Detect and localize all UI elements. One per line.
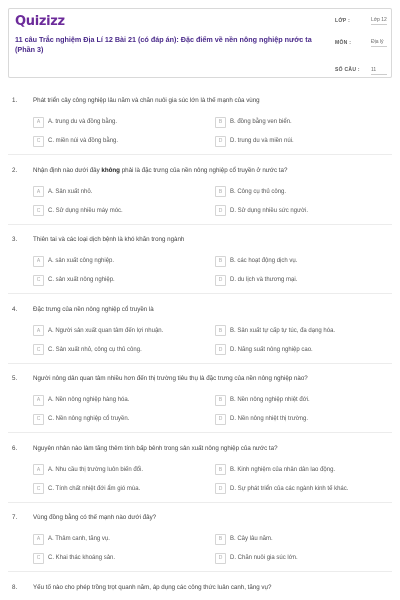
subject-value: Địa lý	[371, 39, 387, 47]
answer-option[interactable]	[33, 552, 115, 564]
option-text: B. Cây lâu năm.	[230, 536, 273, 542]
quizizz-logo[interactable]: Quizizz	[15, 14, 65, 29]
option-letter-box[interactable]: D	[215, 136, 226, 147]
option-text: A. sản xuất công nghiệp.	[48, 258, 115, 264]
question-text	[33, 97, 391, 104]
option-text: D. Năng suất nông nghiệp cao.	[230, 346, 313, 353]
answer-option[interactable]	[215, 464, 335, 476]
option-letter-box[interactable]: A	[33, 464, 44, 475]
option-letter-box[interactable]: C	[33, 275, 44, 286]
meta-subject	[335, 35, 391, 57]
option-text: A. Nhu cầu thị trường luôn biến đổi.	[48, 466, 144, 473]
question-number: 6.	[12, 444, 18, 452]
option-text: A. trung du và đồng bằng.	[48, 119, 118, 125]
worksheet-title: 11 câu Trắc nghiệm Địa Lí 12 Bài 21 (có đáp án): Đặc điểm về nền nông nghiệp nước ta (Phần 3)	[15, 35, 312, 54]
answer-option[interactable]	[33, 255, 114, 267]
option-letter-box[interactable]: C	[33, 553, 44, 564]
answer-option[interactable]	[33, 205, 123, 217]
answer-option[interactable]	[215, 483, 348, 495]
option-text: C. Tính chất nhiệt đới ẩm gió mùa.	[48, 485, 141, 492]
subject-label: MÔN :	[335, 40, 352, 46]
answer-option[interactable]	[215, 116, 292, 128]
question-text	[33, 236, 391, 243]
answer-option[interactable]	[215, 205, 308, 217]
question-divider	[8, 432, 392, 433]
answer-option[interactable]	[33, 186, 92, 198]
option-text: B. các hoạt động dịch vụ.	[230, 258, 298, 264]
option-letter-box[interactable]: A	[33, 534, 44, 545]
question-text-part: Nguyên nhân nào làm tăng thêm tính bấp bênh trong sản xuất nông nghiệp của nước ta?	[33, 444, 278, 452]
question-text	[33, 167, 391, 174]
option-text: B. Nền nông nghiệp nhiệt đới.	[230, 397, 310, 403]
option-text: C. Khai thác khoáng sản.	[48, 555, 116, 561]
meta-count	[335, 57, 391, 79]
option-text: C. Nền nông nghiệp cổ truyền.	[48, 416, 130, 422]
worksheet-header	[8, 8, 392, 78]
question-divider	[8, 571, 392, 572]
option-text: A. Thâm canh, tăng vụ.	[48, 536, 110, 542]
option-text: C. Sử dụng nhiều máy móc.	[48, 207, 123, 214]
answer-option[interactable]	[33, 274, 115, 286]
option-letter-box[interactable]: A	[33, 256, 44, 267]
class-value: Lớp 12	[371, 17, 387, 23]
option-letter-box[interactable]: A	[33, 117, 44, 128]
answer-option[interactable]	[33, 135, 118, 147]
answer-option[interactable]	[215, 552, 298, 564]
option-text: C. sản xuất nông nghiệp.	[48, 277, 115, 283]
option-letter-box[interactable]: B	[215, 395, 226, 406]
option-letter-box[interactable]: A	[33, 395, 44, 406]
answer-option[interactable]	[33, 325, 163, 337]
question-number: 4.	[12, 305, 18, 313]
question-divider	[8, 224, 392, 225]
answer-option[interactable]	[33, 344, 142, 356]
question-text-part: Vùng đồng bằng có thế mạnh nào dưới đây?	[33, 514, 157, 521]
question-number: 3.	[12, 236, 18, 243]
option-text: D. Chăn nuôi gia súc lớn.	[230, 555, 298, 561]
answer-option[interactable]	[33, 483, 140, 495]
option-text: A. Nền nông nghiệp hàng hóa.	[48, 397, 130, 403]
question-divider	[8, 293, 392, 294]
question-number: 7.	[12, 514, 18, 521]
option-text: D. du lịch và thương mại.	[230, 277, 298, 283]
answer-option[interactable]	[215, 325, 335, 337]
answer-option[interactable]	[33, 394, 129, 406]
answer-option[interactable]	[215, 413, 308, 425]
option-letter-box[interactable]: D	[215, 483, 226, 494]
question-text	[33, 584, 391, 591]
option-text: C. Sản xuất nhỏ, công cụ thủ công.	[48, 346, 142, 353]
option-text: D. Nền nông nhiệt thị trường.	[230, 416, 308, 422]
answer-option[interactable]	[33, 464, 143, 476]
question-number: 8.	[12, 583, 18, 591]
option-letter-box[interactable]: B	[215, 325, 226, 336]
option-text: D. Sự phát triển của các ngành kinh tế khác.	[230, 485, 349, 492]
question-text	[33, 375, 391, 382]
option-letter-box[interactable]: D	[215, 553, 226, 564]
option-text: B. đồng bằng ven biển.	[230, 119, 292, 125]
question-text-part: Người nông dân quan tâm nhiều hơn đến thị trường tiêu thụ là đặc trưng của nền nông nghiệp nào?	[33, 375, 308, 382]
option-text: B. Kinh nghiệm của nhân dân lao động.	[230, 466, 336, 473]
answer-option[interactable]	[215, 135, 294, 147]
option-letter-box[interactable]: A	[33, 325, 44, 336]
count-value: 11	[371, 67, 387, 75]
question-text-part: Đặc trưng của nền nông nghiệp cổ truyền là	[33, 305, 154, 313]
option-text: B. Công cụ thủ công.	[230, 188, 287, 195]
question-divider	[8, 502, 392, 503]
question-text-part: Yếu tố nào cho phép trồng trọt quanh năm, áp dụng các công thức luân canh, tăng vụ?	[33, 583, 272, 591]
question-divider	[8, 363, 392, 364]
option-letter-box[interactable]: C	[33, 136, 44, 147]
count-label: SỐ CÂU :	[335, 67, 360, 73]
question-text	[33, 514, 391, 521]
question-number: 5.	[12, 375, 18, 382]
meta-class	[335, 13, 391, 35]
option-text: C. miền núi và đồng bằng.	[48, 138, 119, 144]
class-label: LỚP :	[335, 18, 351, 24]
option-letter-box[interactable]: A	[33, 186, 44, 197]
option-letter-box[interactable]: D	[215, 414, 226, 425]
option-letter-box[interactable]: B	[215, 186, 226, 197]
question-text-part: Thiên tai và các loại dịch bệnh là khó khăn trong ngành	[33, 236, 185, 243]
answer-option[interactable]	[215, 274, 297, 286]
option-letter-box[interactable]: C	[33, 344, 44, 355]
question-divider	[8, 154, 392, 155]
answer-option[interactable]	[33, 413, 129, 425]
answer-option[interactable]	[215, 394, 310, 406]
question-text	[33, 445, 391, 452]
option-letter-box[interactable]: C	[33, 205, 44, 216]
answer-option[interactable]	[33, 116, 117, 128]
option-letter-box[interactable]: B	[215, 534, 226, 545]
option-letter-box[interactable]: B	[215, 256, 226, 267]
answer-option[interactable]	[215, 186, 286, 198]
option-letter-box[interactable]: D	[215, 205, 226, 216]
question-text	[33, 306, 391, 313]
option-text: B. Sản xuất tự cấp tự túc, đa dạng hóa.	[230, 327, 336, 334]
question-text-emphasis: không	[101, 166, 120, 174]
question-number: 1.	[12, 97, 18, 104]
question-text-part: Nhận định nào dưới đây	[33, 166, 102, 174]
option-letter-box[interactable]: C	[33, 414, 44, 425]
option-text: D. Sử dụng nhiều sức người.	[230, 207, 309, 214]
question-text-part: phải là đặc trưng của nền nông nghiệp cổ truyền ở nước ta?	[119, 166, 288, 174]
worksheet-meta	[335, 13, 391, 79]
answer-option[interactable]	[215, 344, 313, 356]
option-letter-box[interactable]: D	[215, 344, 226, 355]
question-text-part: Phát triển cây công nghiệp lâu năm và chăn nuôi gia súc lớn là thế mạnh của vùng	[33, 97, 260, 104]
option-text: A. Người sản xuất quan tâm đến lợi nhuận.	[48, 327, 164, 334]
option-letter-box[interactable]: C	[33, 483, 44, 494]
option-letter-box[interactable]: B	[215, 464, 226, 475]
option-text: D. trung du và miền núi.	[230, 138, 294, 144]
option-letter-box[interactable]: B	[215, 117, 226, 128]
answer-option[interactable]	[215, 533, 273, 545]
option-text: A. Sản xuất nhỏ.	[48, 188, 93, 195]
answer-option[interactable]	[33, 533, 110, 545]
question-number: 2.	[12, 166, 18, 174]
option-letter-box[interactable]: D	[215, 275, 226, 286]
answer-option[interactable]	[215, 255, 297, 267]
